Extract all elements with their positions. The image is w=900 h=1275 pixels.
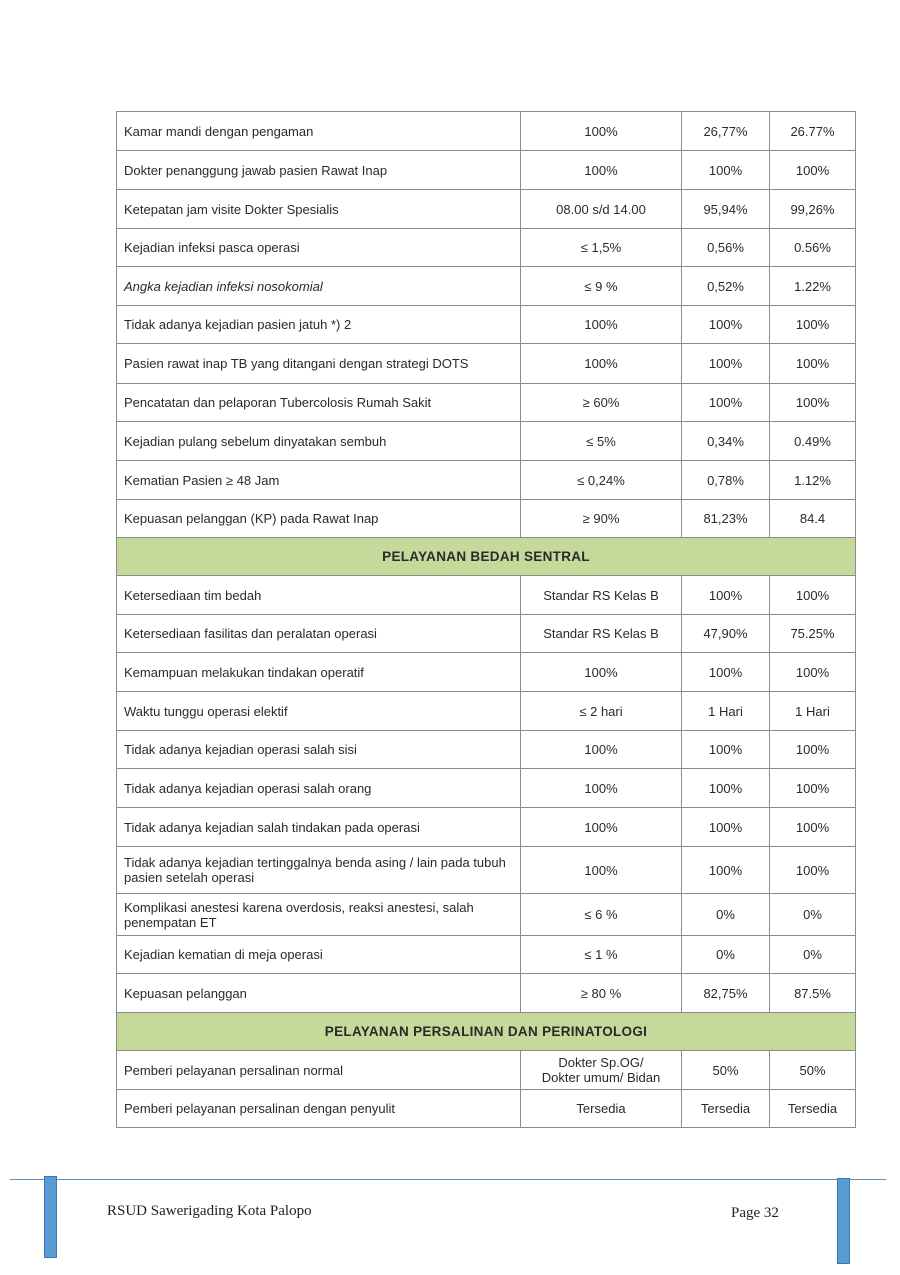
standard-cell: Standar RS Kelas B [521, 615, 682, 653]
achievement-2-cell: 100% [770, 769, 856, 808]
footer-accent-bar-left [44, 1176, 57, 1258]
indicator-cell: Pemberi pelayanan persalinan dengan penyulit [117, 1090, 521, 1128]
achievement-2-cell: 0% [770, 894, 856, 936]
achievement-2-cell: 87.5% [770, 974, 856, 1013]
achievement-1-cell: 47,90% [682, 615, 770, 653]
achievement-1-cell: 0% [682, 894, 770, 936]
standard-cell: 100% [521, 769, 682, 808]
table-row [117, 384, 856, 422]
table-row [117, 344, 856, 384]
achievement-1-cell: Tersedia [682, 1090, 770, 1128]
indicator-cell: Dokter penanggung jawab pasien Rawat Inap [117, 151, 521, 190]
indicator-cell: Tidak adanya kejadian operasi salah sisi [117, 731, 521, 769]
standard-cell: ≤ 1,5% [521, 229, 682, 267]
achievement-1-cell: 100% [682, 306, 770, 344]
achievement-2-cell: 100% [770, 384, 856, 422]
indicator-cell: Pasien rawat inap TB yang ditangani dengan strategi DOTS [117, 344, 521, 384]
standard-cell: 100% [521, 306, 682, 344]
achievement-1-cell: 100% [682, 576, 770, 615]
table-row [117, 1090, 856, 1128]
indicator-cell: Kejadian kematian di meja operasi [117, 936, 521, 974]
indicator-cell: Tidak adanya kejadian pasien jatuh *) 2 [117, 306, 521, 344]
standard-cell: 100% [521, 344, 682, 384]
achievement-1-cell: 81,23% [682, 500, 770, 538]
standard-cell: 100% [521, 731, 682, 769]
achievement-2-cell: 100% [770, 847, 856, 894]
achievement-1-cell: 26,77% [682, 112, 770, 151]
section-title-persalinan-perinatologi: PELAYANAN PERSALINAN DAN PERINATOLOGI [117, 1013, 856, 1051]
indicator-cell: Ketersediaan fasilitas dan peralatan operasi [117, 615, 521, 653]
indicator-cell: Tidak adanya kejadian tertinggalnya benda asing / lain pada tubuh pasien setelah operasi [117, 847, 521, 894]
standard-cell: ≤ 1 % [521, 936, 682, 974]
standard-line-2: Dokter umum/ Bidan [541, 1070, 661, 1085]
standard-cell [521, 1051, 682, 1090]
table-row [117, 974, 856, 1013]
table-row [117, 847, 856, 894]
achievement-1-cell: 100% [682, 344, 770, 384]
standard-cell: ≥ 60% [521, 384, 682, 422]
indicator-cell: Pencatatan dan pelaporan Tubercolosis Rumah Sakit [117, 384, 521, 422]
standard-cell: 100% [521, 653, 682, 692]
indicator-cell: Kemampuan melakukan tindakan operatif [117, 653, 521, 692]
indicator-cell: Kamar mandi dengan pengaman [117, 112, 521, 151]
standard-cell: 08.00 s/d 14.00 [521, 190, 682, 229]
footer-hospital-name: RSUD Sawerigading Kota Palopo [107, 1203, 312, 1219]
standard-line-1: Dokter Sp.OG/ [558, 1055, 644, 1070]
achievement-2-cell: 99,26% [770, 190, 856, 229]
section-header-row [117, 1013, 856, 1051]
achievement-2-cell: 75.25% [770, 615, 856, 653]
table-row [117, 422, 856, 461]
section-title-bedah-sentral: PELAYANAN BEDAH SENTRAL [117, 538, 856, 576]
table-row [117, 151, 856, 190]
achievement-1-cell: 50% [682, 1051, 770, 1090]
achievement-2-cell: 100% [770, 306, 856, 344]
table-row [117, 692, 856, 731]
standard-cell: 100% [521, 151, 682, 190]
achievement-2-cell: 0.49% [770, 422, 856, 461]
table-row [117, 190, 856, 229]
achievement-2-cell: 84.4 [770, 500, 856, 538]
indicator-cell: Kejadian pulang sebelum dinyatakan sembuh [117, 422, 521, 461]
table-row [117, 1051, 856, 1090]
achievement-2-cell: 100% [770, 344, 856, 384]
standard-cell: Standar RS Kelas B [521, 576, 682, 615]
achievement-1-cell: 100% [682, 731, 770, 769]
standard-cell: 100% [521, 847, 682, 894]
achievement-2-cell: 100% [770, 151, 856, 190]
achievement-2-cell: 1 Hari [770, 692, 856, 731]
achievement-1-cell: 100% [682, 151, 770, 190]
indicator-cell: Kematian Pasien ≥ 48 Jam [117, 461, 521, 500]
standard-cell: ≤ 6 % [521, 894, 682, 936]
standard-cell: 100% [521, 808, 682, 847]
achievement-1-cell: 82,75% [682, 974, 770, 1013]
standard-cell: ≤ 0,24% [521, 461, 682, 500]
service-standard-table [116, 111, 856, 1128]
achievement-2-cell: 100% [770, 808, 856, 847]
achievement-2-cell: 0.56% [770, 229, 856, 267]
achievement-1-cell: 95,94% [682, 190, 770, 229]
table-row [117, 229, 856, 267]
indicator-cell: Pemberi pelayanan persalinan normal [117, 1051, 521, 1090]
achievement-1-cell: 100% [682, 384, 770, 422]
achievement-1-cell: 100% [682, 847, 770, 894]
table-row [117, 769, 856, 808]
achievement-1-cell: 100% [682, 653, 770, 692]
indicator-cell: Kejadian infeksi pasca operasi [117, 229, 521, 267]
table-row [117, 653, 856, 692]
table-row [117, 894, 856, 936]
achievement-1-cell: 1 Hari [682, 692, 770, 731]
standard-cell: ≤ 9 % [521, 267, 682, 306]
indicator-cell: Kepuasan pelanggan [117, 974, 521, 1013]
standard-cell: ≤ 2 hari [521, 692, 682, 731]
table-row [117, 615, 856, 653]
achievement-2-cell: 1.22% [770, 267, 856, 306]
table-row [117, 576, 856, 615]
table-row [117, 936, 856, 974]
table-row [117, 500, 856, 538]
standard-cell: ≤ 5% [521, 422, 682, 461]
achievement-1-cell: 100% [682, 769, 770, 808]
achievement-2-cell: 100% [770, 731, 856, 769]
footer-accent-bar-right [837, 1178, 850, 1264]
achievement-2-cell: 50% [770, 1051, 856, 1090]
table-row [117, 461, 856, 500]
indicator-cell: Ketepatan jam visite Dokter Spesialis [117, 190, 521, 229]
table-row [117, 267, 856, 306]
indicator-cell: Waktu tunggu operasi elektif [117, 692, 521, 731]
achievement-2-cell: 0% [770, 936, 856, 974]
achievement-2-cell: Tersedia [770, 1090, 856, 1128]
achievement-2-cell: 26.77% [770, 112, 856, 151]
indicator-cell: Tidak adanya kejadian operasi salah orang [117, 769, 521, 808]
section-header-row [117, 538, 856, 576]
indicator-cell: Tidak adanya kejadian salah tindakan pada operasi [117, 808, 521, 847]
standard-cell: Tersedia [521, 1090, 682, 1128]
footer-page-number: Page 32 [731, 1205, 779, 1221]
footer-divider [10, 1179, 886, 1180]
achievement-2-cell: 100% [770, 653, 856, 692]
achievement-1-cell: 0% [682, 936, 770, 974]
achievement-2-cell: 1.12% [770, 461, 856, 500]
table-row [117, 731, 856, 769]
standard-cell: 100% [521, 112, 682, 151]
achievement-1-cell: 0,34% [682, 422, 770, 461]
indicator-cell: Kepuasan pelanggan (KP) pada Rawat Inap [117, 500, 521, 538]
table-row [117, 306, 856, 344]
achievement-1-cell: 0,78% [682, 461, 770, 500]
standard-cell: ≥ 90% [521, 500, 682, 538]
standard-cell: ≥ 80 % [521, 974, 682, 1013]
achievement-1-cell: 0,56% [682, 229, 770, 267]
achievement-2-cell: 100% [770, 576, 856, 615]
indicator-cell: Komplikasi anestesi karena overdosis, reaksi anestesi, salah penempatan ET [117, 894, 521, 936]
table-row [117, 112, 856, 151]
achievement-1-cell: 0,52% [682, 267, 770, 306]
indicator-cell: Ketersediaan tim bedah [117, 576, 521, 615]
indicator-cell: Angka kejadian infeksi nosokomial [117, 267, 521, 306]
table-row [117, 808, 856, 847]
achievement-1-cell: 100% [682, 808, 770, 847]
